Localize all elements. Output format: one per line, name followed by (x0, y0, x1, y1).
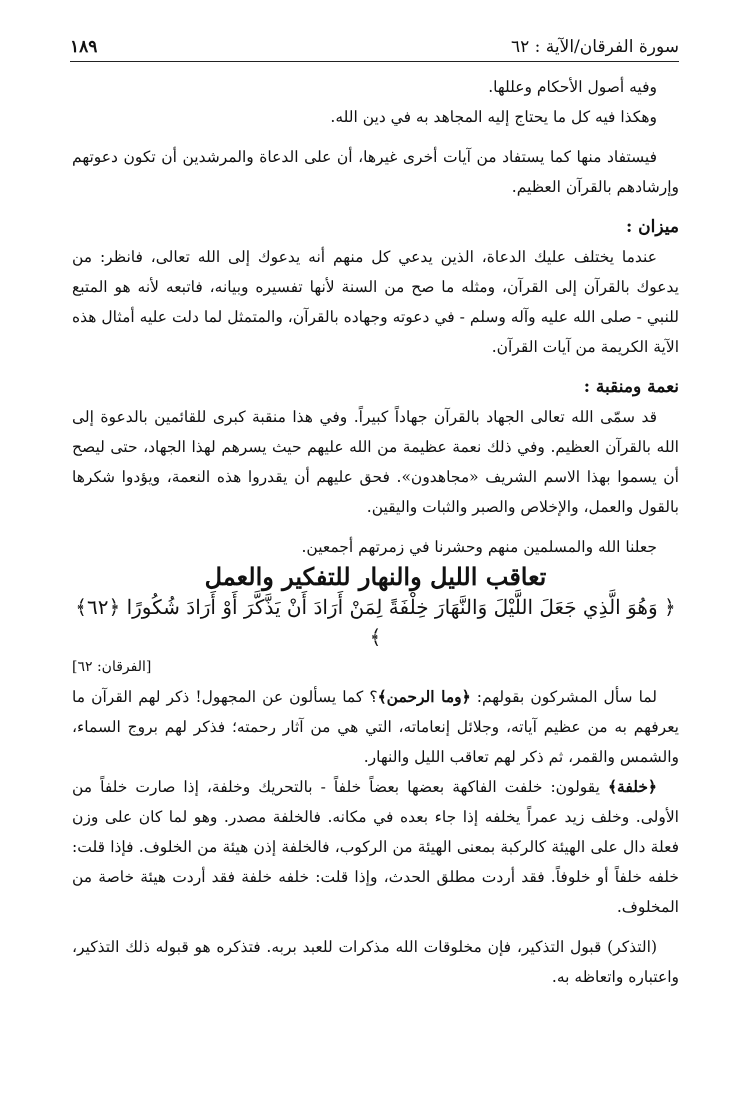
surah-verse-label: سورة الفرقان/الآية : ٦٢ (510, 37, 679, 57)
mizan-heading: ميزان : (625, 217, 679, 237)
commentary-paragraph-1 (72, 682, 679, 772)
commentary-p1-start: لما سأل المشركون بقولهم: (470, 688, 657, 706)
quran-verse: ﴿ وَهُوَ الَّذِي جَعَلَ اللَّيْلَ وَالنَّهَارَ خِلْفَةً لِمَنْ أَرَادَ أَنْ يَذَّكَّرَ أَوْ أَرَادَ شُكُورًا ﴿٦٢﴾ ﴾ (75, 595, 676, 649)
commentary-p1-end: ؟ كما يسألون عن المجهول! ذكر لهم القرآن ما يعرفهم به من عظيم آياته، وجلائل إنعاماته، التي هي من آثار رحمته؛ فذكر لهم بروج السماء، والشمس والقمر، ثم ذكر لهم تعاقب الليل والنهار. (72, 688, 679, 766)
verse-reference-text: [الفرقان: ٦٢] (72, 659, 152, 675)
commentary-p1-quote: ﴿وما الرحمن﴾ (377, 687, 471, 706)
mizan-text: عندما يختلف عليك الدعاة، الذين يدعي كل منهم أنه يدعوك إلى الله تعالى، فانظر: من يدعوك بالقرآن إلى القرآن، ومثله ما صح من السنة لأنها تفسيره وبيانه، فاتبعه لأنه هو المتبع للنبي - صلى الله عليه وآله وسلم - في دعوته وجهاده بالقرآن، والمتمثل لما دلت عليه أمثال هذه الآية الكريمة من آيات القرآن. (72, 248, 679, 356)
page-header (70, 22, 679, 62)
nima-text: قد سمّى الله تعالى الجهاد بالقرآن جهاداً كبيراً. وفي هذا منقبة كبرى للقائمين بالدعوة إلى الله بالقرآن العظيم. وفي ذلك نعمة عظيمة من الله عليهم حيث يسرهم لهذا الجهاد، حتى ليصح أن يسموا بهذا الاسم الشريف «مجاهدون». فحق عليهم أن يقدروا هذه النعمة، ويؤدوا شكرها بالقول والعمل، والإخلاص والصبر والثبات واليقين. (72, 408, 679, 516)
commentary-term-khilfa: ﴿خلفة﴾ (607, 777, 657, 796)
page-body (72, 72, 679, 992)
page-number: ١٨٩ (70, 37, 98, 57)
intro-line-2: وهكذا فيه كل ما يحتاج إليه المجاهد به في دين الله. (330, 108, 657, 126)
commentary-paragraph-3: (التذكر) قبول التذكير، فإن مخلوقات الله مذكرات للعبد بربه. فتذكره هو قبوله ذلك التذكير، واعتباره واتعاظه به. (72, 938, 679, 986)
verse-reference (72, 652, 679, 682)
intro-benefit: فيستفاد منها كما يستفاد من آيات أخرى غيرها، أن على الدعاة والمرشدين أن تكون دعوتهم وإرشادهم بالقرآن العظيم. (72, 148, 679, 196)
intro-line-1: وفيه أصول الأحكام وعللها. (488, 78, 657, 96)
commentary-p2-text: يقولون: خلفت الفاكهة بعضها بعضاً خلفاً - بالتحريك وخلفة، إذا صارت خلفاً من الأولى. وخلف زيد عمراً يخلفه إذا جاء بعده في مكانه. فالخلفة مصدر. وهو لما كان على وزن فعلة دال على الهيئة كالركبة بمعنى الهيئة من الركوب، فالخلفة إذن هيئة من الخلوف. فإذا قلت: خلفه خلفاً أو خلوفاً. فقد أردت مطلق الحدث، وإذا قلت: خلفه خلفة فقد أردت هيئة خاصة من المخلوف. (72, 778, 679, 916)
section-title: تعاقب الليل والنهار للتفكير والعمل (204, 562, 547, 591)
nima-prayer: جعلنا الله والمسلمين منهم وحشرنا في زمرتهم أجمعين. (301, 538, 657, 556)
commentary-paragraph-2 (72, 772, 679, 922)
nima-heading: نعمة ومنقبة : (583, 377, 679, 397)
